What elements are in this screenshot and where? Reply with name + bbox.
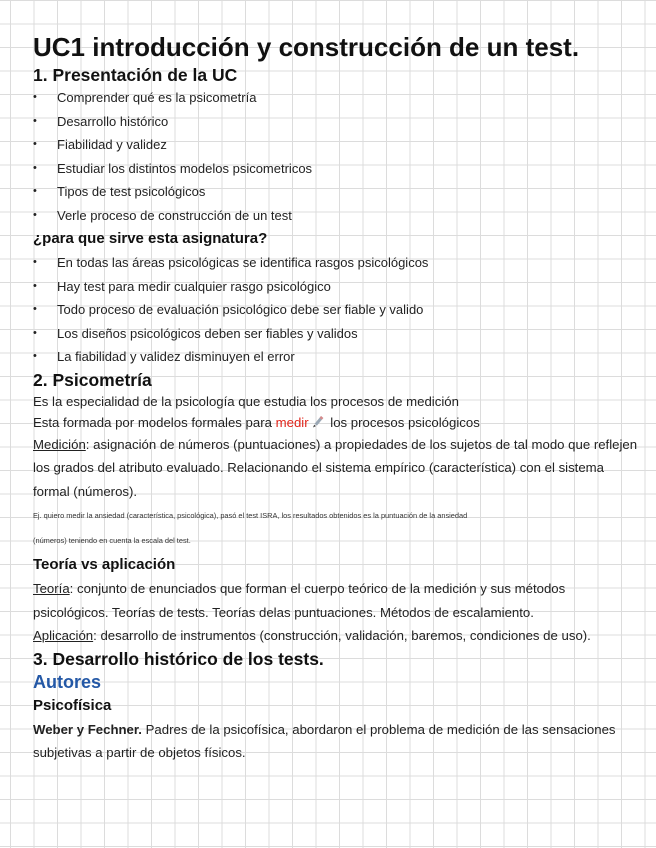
psychometry-models-line [33,412,643,433]
list-item: • Fiabilidad y validez [33,133,643,157]
list-item: • Verle proceso de construcción de un test [33,204,643,228]
pencil-icon [311,414,325,428]
section-1-list [33,86,643,227]
purpose-list [33,251,643,369]
list-item: • Desarrollo histórico [33,110,643,134]
teoria-term: Teoría [33,581,70,596]
models-text-before: Esta formada por modelos formales para [33,414,276,430]
section-3-heading: 3. Desarrollo histórico de los tests. [33,648,324,669]
example-line-2: (números) teniendo en cuenta la escala del test. [33,536,191,545]
teoria-text: : conjunto de enunciados que forman el cuerpo teórico de la medición y sus métodos psicológicos. Teorías de tests. Teorías delas puntuaciones. Métodos de escalamiento. [33,581,566,620]
section-1-heading: 1. Presentación de la UC [33,65,238,85]
models-text-after: los procesos psicológicos [326,414,480,430]
weber-names: Weber y Fechner. [33,721,142,737]
list-item: • Tipos de test psicológicos [33,180,643,204]
medicion-paragraph [33,433,643,504]
psychometry-definition: Es la especialidad de la psicología que estudia los procesos de medición [33,393,459,409]
list-item: • Hay test para medir cualquier rasgo psicológico [33,275,643,299]
aplicacion-term: Aplicación [33,628,94,643]
weber-paragraph [33,718,643,765]
highlight-medir: medir [275,414,309,430]
medicion-term: Medición [33,436,86,452]
purpose-heading: ¿para que sirve esta asignatura? [33,230,268,247]
theory-heading: Teoría vs aplicación [33,556,176,573]
medicion-text: : asignación de números (puntuaciones) a propiedades de los sujetos de tal modo que reflejen los grados del atributo evaluado. Relacionando el sistema empírico (característica) con el sistema formal (números). [33,436,638,499]
weber-text: Padres de la psicofísica, abordaron el problema de medición de las sensaciones subjetivas a partir de objetos físicos. [33,721,616,760]
list-item: • Los diseños psicológicos deben ser fiables y validos [33,322,643,346]
section-2-heading: 2. Psicometría [33,369,152,390]
list-item: • Estudiar los distintos modelos psicometricos [33,157,643,181]
list-item: • En todas las áreas psicológicas se identifica rasgos psicológicos [33,251,643,275]
example-line-1: Ej. quiero medir la ansiedad (característica, psicológica), pasó el test ISRA, los resultados obtenidos es la puntuación de la ansiedad [33,511,468,520]
list-item: • Todo proceso de evaluación psicológico debe ser fiable y valido [33,298,643,322]
psicofisica-heading: Psicofísica [33,696,112,714]
page-title: UC1 introducción y construcción de un test. [33,32,580,62]
list-item: • Comprender qué es la psicometría [33,86,643,110]
note-page [33,30,643,765]
aplicacion-text: : desarrollo de instrumentos (construcción, validación, baremos, condiciones de uso). [93,628,591,643]
authors-heading: Autores [33,671,102,692]
list-item: • La fiabilidad y validez disminuyen el error [33,345,643,369]
teoria-paragraph [33,577,643,624]
aplicacion-paragraph [33,624,643,648]
